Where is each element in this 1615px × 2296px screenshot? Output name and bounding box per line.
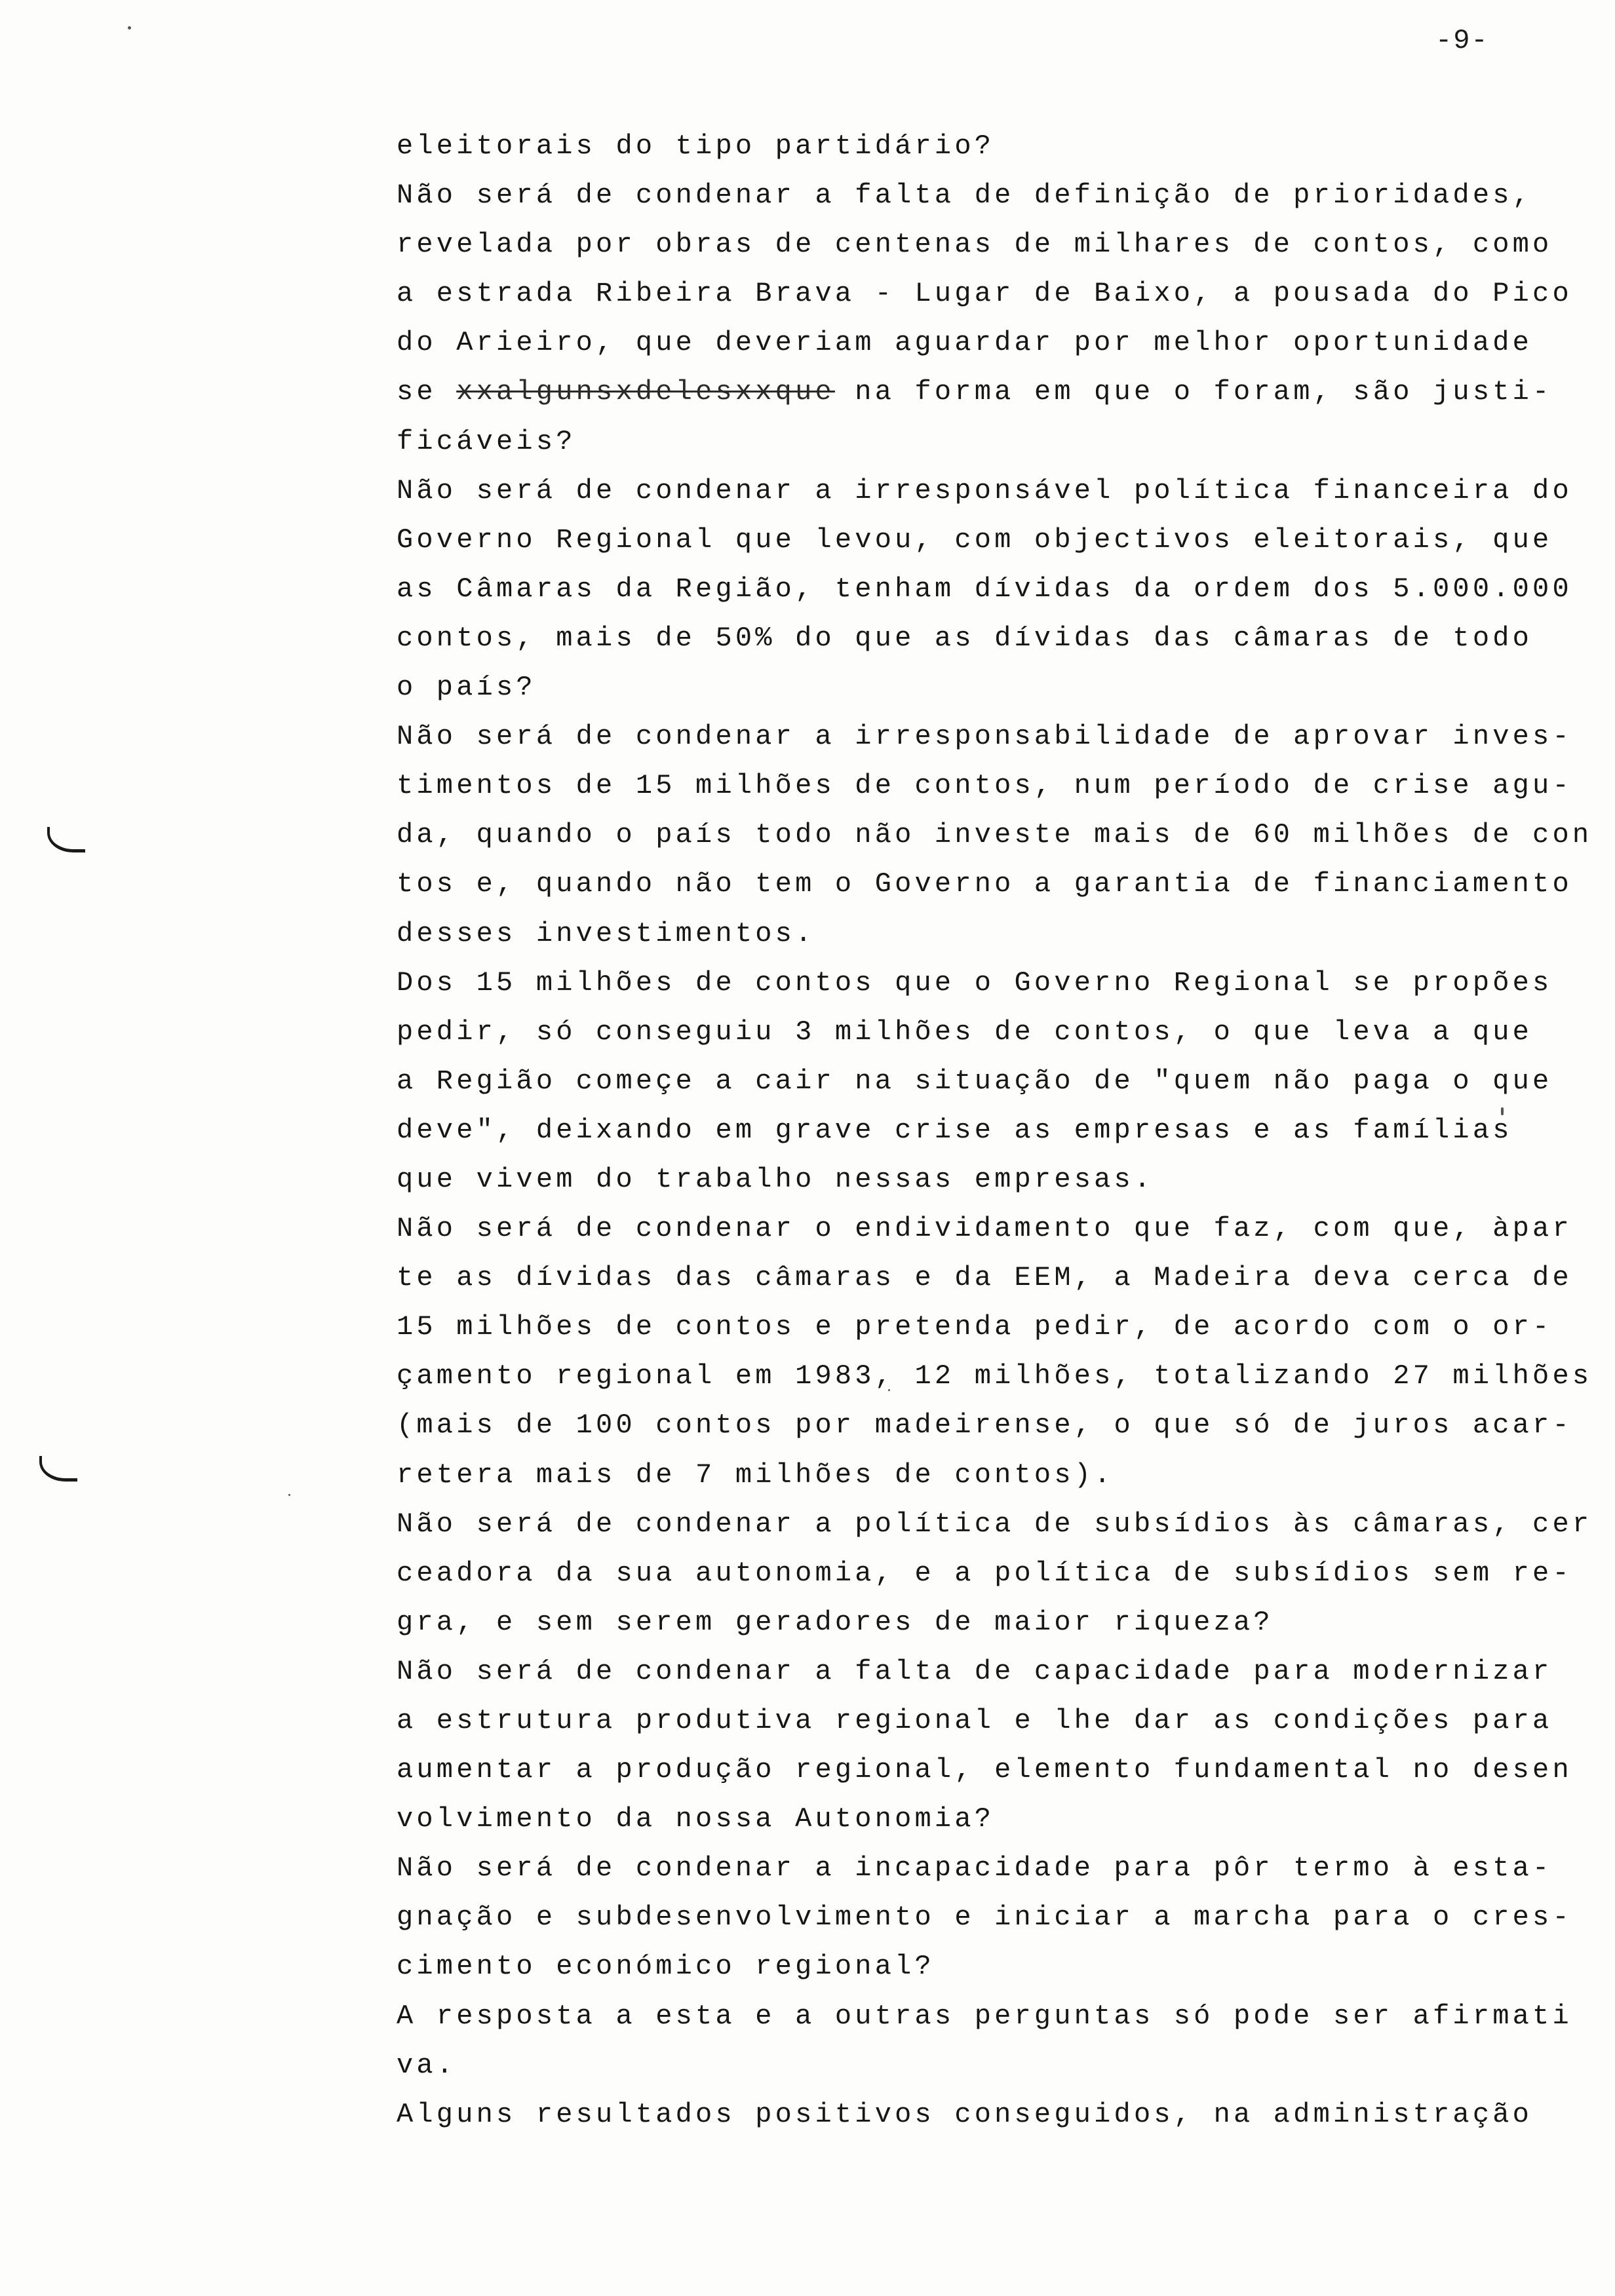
text-line: va. [397,2049,457,2081]
text-line: çamento regional em 1983, 12 milhões, totalizando 27 milhões [397,1360,1593,1392]
text-line: ceadora da sua autonomia, e a política de subsídios sem re- [397,1557,1572,1589]
text-line: Não será de condenar a falta de definição de prioridades, [397,180,1533,212]
text-line: Não será de condenar a política de subsídios às câmaras, cer [397,1508,1593,1540]
text-line: contos, mais de 50% do que as dívidas das câmaras de todo [397,622,1533,654]
text-line: tos e, quando não tem o Governo a garantia de financiamento [397,868,1572,900]
text-line: Governo Regional que levou, com objectivos eleitorais, que [397,524,1553,556]
page-number: -9- [1435,25,1489,56]
text-line: desses investimentos. [397,917,815,949]
text-line: gnação e subdesenvolvimento e iniciar a marcha para o cres- [397,1902,1572,1934]
text-line: Não será de condenar a irresponsabilidade de aprovar inves- [397,721,1572,753]
paper-speck [128,26,131,29]
margin-check-mark [47,827,85,852]
text-line: Não será de condenar a falta de capacidade para modernizar [397,1655,1553,1687]
text-line: Não será de condenar a irresponsável política financeira do [397,474,1572,507]
struck-out-text: xxalgunsxdelesxxque [456,376,835,408]
text-line: gra, e sem serem geradores de maior riqueza? [397,1606,1274,1638]
text-line: A resposta a esta e a outras perguntas só pode ser afirmati [397,2000,1572,2032]
typed-text-body [397,122,1593,2139]
text-line [397,368,1576,417]
text-line: timentos de 15 milhões de contos, num período de crise agu- [397,770,1572,802]
text-line: ficáveis? [397,425,576,457]
text-segment: na forma em que o foram, são justi- [834,376,1553,408]
text-line: Dos 15 milhões de contos que o Governo Regional se propões [397,966,1553,999]
text-line: o país? [397,672,536,704]
text-line: Não será de condenar a incapacidade para pôr termo à esta- [397,1852,1553,1885]
text-line: do Arieiro, que deveriam aguardar por melhor oportunidade [397,327,1533,359]
text-line: revelada por obras de centenas de milhares de contos, como [397,229,1553,261]
margin-check-mark [39,1456,77,1482]
text-line: as Câmaras da Região, tenham dívidas da ordem dos 5.000.000 [397,573,1572,605]
text-segment: se [397,376,457,408]
text-line: Não será de condenar o endividamento que faz, com que, àpar [397,1213,1572,1245]
text-line: que vivem do trabalho nessas empresas. [397,1163,1154,1195]
text-line: deve", deixando em grave crise as empresas e as famílias [397,1114,1513,1146]
text-line: pedir, só conseguiu 3 milhões de contos, o que leva a que [397,1016,1533,1048]
text-line: volvimento da nossa Autonomia? [397,1803,995,1835]
text-line: te as dívidas das câmaras e da EEM, a Madeira deva cerca de [397,1262,1572,1294]
text-line: aumentar a produção regional, elemento fundamental no desen [397,1754,1572,1786]
text-line: a estrada Ribeira Brava - Lugar de Baixo, a pousada do Pico [397,278,1572,310]
text-line: retera mais de 7 milhões de contos). [397,1459,1114,1491]
text-line: eleitorais do tipo partidário? [397,130,995,162]
paper-speck [288,1494,290,1496]
text-line: da, quando o país todo não investe mais de 60 milhões de con [397,819,1593,851]
text-line: 15 milhões de contos e pretenda pedir, de acordo com o or- [397,1311,1553,1343]
text-line: (mais de 100 contos por madeirense, o que só de juros acar- [397,1409,1572,1442]
text-line: a Região começe a cair na situação de "quem não paga o que [397,1065,1553,1097]
text-line: cimento económico regional? [397,1951,935,1983]
text-line: Alguns resultados positivos conseguidos, na administração [397,2098,1533,2130]
text-line: a estrutura produtiva regional e lhe dar as condições para [397,1705,1553,1736]
